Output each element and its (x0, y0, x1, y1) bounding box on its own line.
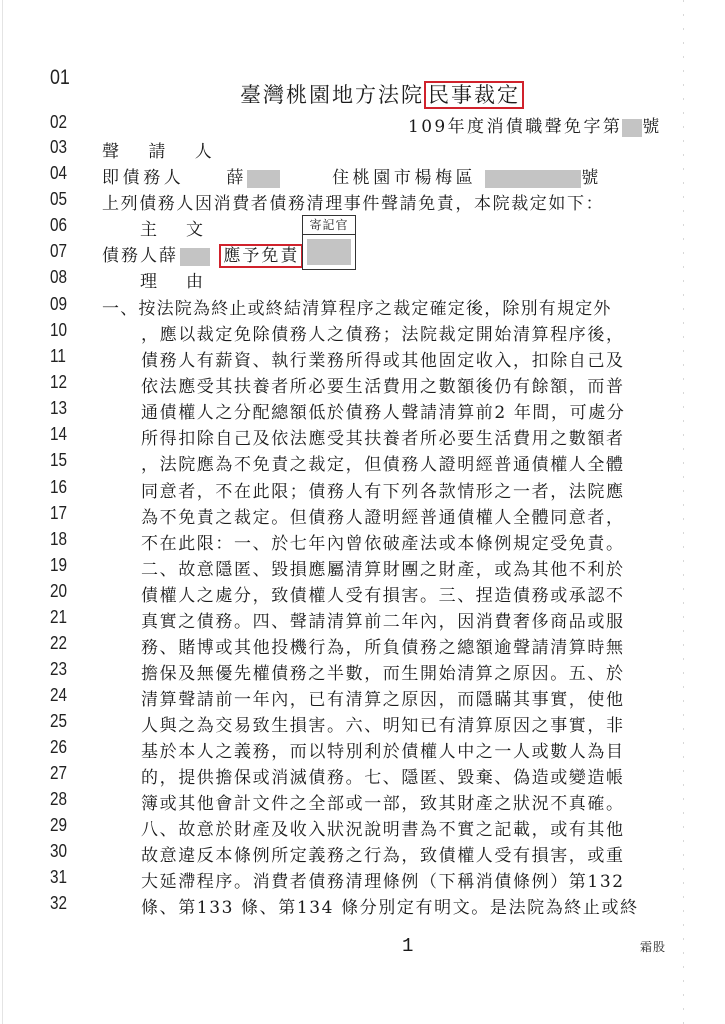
line-number: 12 (50, 372, 68, 392)
line-number: 23 (50, 659, 68, 679)
line-number: 22 (50, 633, 68, 653)
redacted-ruling-name (180, 248, 210, 266)
line-number: 19 (50, 555, 68, 575)
reason-line: 真實之債務。四、聲請清算前二年內，因消費奢侈商品或服 (141, 612, 625, 632)
debtor-surname: 薛 (226, 168, 248, 188)
reason-line: 大延滯程序。消費者債務清理條例（下稱消債條例）第132 (141, 872, 625, 892)
line-number: 16 (50, 477, 68, 497)
line-number: 05 (50, 189, 68, 209)
page-left-edge (2, 0, 3, 1024)
reason-line: 清算聲請前一年內，已有清算之原因，而隱瞞其事實，使他 (141, 690, 625, 710)
reason-line: 八、故意於財產及收入狀況說明書為不實之記載，或有其他 (141, 820, 625, 840)
line-number: 17 (50, 503, 68, 523)
clerk-stamp (302, 215, 356, 270)
line-number: 15 (50, 450, 68, 470)
court-name: 臺灣桃園地方法院 (240, 83, 424, 107)
document-title (240, 79, 524, 109)
line-number: 02 (50, 112, 68, 132)
line-number: 08 (50, 267, 68, 287)
line-number: 09 (50, 294, 68, 314)
reason-line: 通債權人之分配總額低於債務人聲請清算前2 年間，可處分 (141, 403, 626, 423)
reason-line: 二、故意隱匿、毀損應屬清算財團之財產，或為其他不利於 (141, 560, 625, 580)
reason-line: 的，提供擔保或消滅債務。七、隱匿、毀棄、偽造或變造帳 (141, 768, 625, 788)
ruling-highlight: 應予免責 (219, 244, 303, 268)
line-number: 04 (50, 163, 68, 183)
line-number: 27 (50, 763, 68, 783)
reason-line: 債務人有薪資、執行業務所得或其他固定收入，扣除自己及 (141, 351, 625, 371)
line-number: 30 (50, 841, 68, 861)
line-number: 01 (50, 66, 70, 89)
page-right-margin-dots (683, 0, 684, 1024)
reason-line: 為不免責之裁定。但債務人證明經普通債權人全體同意者， (141, 508, 625, 528)
line-number: 03 (50, 137, 68, 157)
reason-line: ，應以裁定免除債務人之債務；法院裁定開始清算程序後， (141, 325, 625, 345)
stamp-label: 寄記官 (303, 216, 355, 235)
address-suffix: 號 (581, 168, 602, 188)
line-number: 32 (50, 893, 68, 913)
reason-line: 所得扣除自己及依法應受其扶養者所必要生活費用之數額者 (141, 429, 625, 449)
reason-line: 依法應受其扶養者所必要生活費用之數額後仍有餘額，而普 (141, 377, 625, 397)
redacted-address (485, 170, 581, 188)
reason-line: ，法院應為不免責之裁定，但債務人證明經普通債權人全體 (141, 455, 625, 475)
line-number: 26 (50, 737, 68, 757)
line-number: 31 (50, 867, 68, 887)
line-number: 29 (50, 815, 68, 835)
redacted-case-number (622, 119, 642, 137)
reason-line: 人與之為交易致生損害。六、明知已有清算原因之事實，非 (141, 716, 625, 736)
redacted-debtor-name (247, 170, 280, 188)
line-number: 06 (50, 215, 68, 235)
line-number: 24 (50, 685, 68, 705)
reason-line: 擔保及無優先權債務之半數，而生開始清算之原因。五、於 (141, 664, 625, 684)
reason-line: 簿或其他會計文件之全部或一部，致其財產之狀況不真確。 (141, 794, 625, 814)
line-number: 14 (50, 424, 68, 444)
reasons-heading: 理 由 (140, 272, 209, 292)
line-number: 13 (50, 398, 68, 418)
line-number: 10 (50, 320, 68, 340)
line-number: 21 (50, 607, 68, 627)
case-number-suffix: 號 (642, 117, 662, 137)
reason-line: 不在此限：一、於七年內曾依破產法或本條例規定受免責。 (141, 534, 625, 554)
clerk-mark: 霜股 (640, 940, 667, 954)
line-number: 20 (50, 581, 68, 601)
redacted-stamp (307, 239, 351, 265)
ruling-prefix: 債務人薛 (102, 246, 178, 266)
reason-line: 務、賭博或其他投機行為，所負債務之總額逾聲請清算時無 (141, 638, 625, 658)
reason-line: 基於本人之義務，而以特別利於債權人中之一人或數人為目 (141, 742, 625, 762)
case-number (408, 112, 662, 137)
main-text-heading: 主 文 (140, 220, 209, 240)
line-number: 07 (50, 241, 68, 261)
address-prefix: 住桃園市楊梅區 (332, 168, 477, 188)
line-number: 25 (50, 711, 68, 731)
reason-line: 債權人之處分，致債權人受有損害。三、捏造債務或承認不 (141, 586, 625, 606)
reason-line: 同意者，不在此限；債務人有下列各款情形之一者，法院應 (141, 482, 625, 502)
applicant-label: 聲 請 人 (102, 142, 224, 162)
line-number: 18 (50, 529, 68, 549)
reason-line: 條、第133 條、第134 條分別定有明文。是法院為終止或終 (141, 898, 639, 918)
reason-line: 故意違反本條例所定義務之行為，致債權人受有損害，或重 (141, 846, 625, 866)
line-number: 11 (50, 346, 66, 366)
intro-line: 上列債務人因消費者債務清理事件聲請免責，本院裁定如下： (102, 194, 605, 214)
debtor-label: 即債務人 (102, 168, 185, 188)
reason-line: 一、按法院為終止或終結清算程序之裁定確定後，除別有規定外 (102, 299, 612, 319)
line-number: 28 (50, 789, 68, 809)
case-number-prefix: 109年度消債職聲免字第 (408, 117, 623, 137)
page-number: 1 (402, 935, 414, 957)
doc-type-highlight: 民事裁定 (424, 81, 524, 109)
ruling-line (102, 241, 303, 266)
debtor-line (102, 163, 602, 188)
